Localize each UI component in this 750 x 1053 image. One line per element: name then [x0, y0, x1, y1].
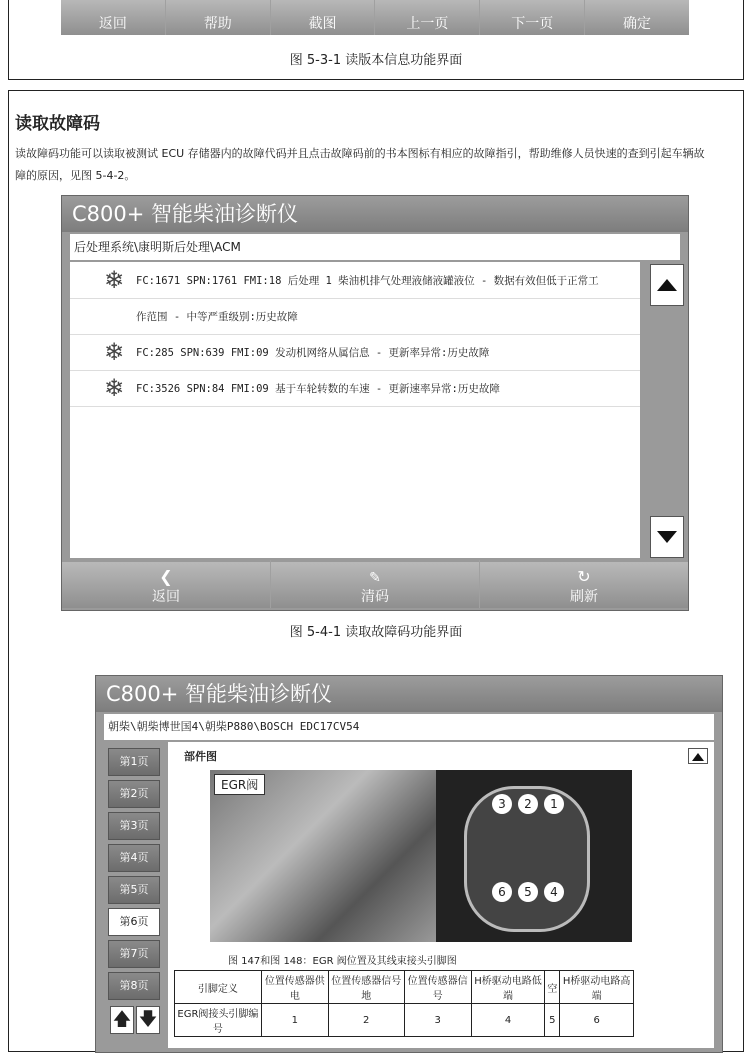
scroll-down-button[interactable] — [650, 516, 684, 558]
section-label: 部件图 — [184, 750, 217, 763]
page-8-button[interactable]: 第8页 — [108, 972, 160, 1000]
main-frame — [8, 90, 744, 1052]
next-page-label: 下一页 — [511, 16, 554, 32]
clear-codes-label: 清码 — [361, 589, 389, 605]
pin-table-cell: 位置传感器信号地 — [328, 971, 404, 1004]
fig1-screenshot-button[interactable] — [271, 0, 376, 35]
breadcrumb: 后处理系统\康明斯后处理\ACM — [70, 234, 680, 260]
confirm-label: 确定 — [623, 16, 652, 32]
chevron-left-icon: ❮ — [159, 567, 173, 586]
fig1-back-button[interactable] — [61, 0, 166, 35]
image-caption: 图 147和图 148：EGR 阀位置及其线束接头引脚图 — [228, 956, 457, 967]
app-title: C800+ 智能柴油诊断仪 — [96, 676, 722, 712]
fig1-caption: 图 5-3-1 读版本信息功能界面 — [289, 53, 463, 68]
egr-label: EGR阀 — [214, 774, 265, 795]
pin-table-cell: 位置传感器供电 — [261, 971, 328, 1004]
triangle-up-icon — [651, 265, 683, 305]
snowflake-icon[interactable]: ❄ — [104, 374, 125, 402]
pin-table-cell: 空 — [545, 971, 560, 1004]
page-1-button[interactable]: 第1页 — [108, 748, 160, 776]
fault-list — [70, 262, 640, 558]
engine-photo — [210, 770, 436, 942]
prev-page-label: 上一页 — [406, 16, 449, 32]
app-title: C800+ 智能柴油诊断仪 — [62, 196, 688, 232]
page-up-button[interactable]: 🡅 — [110, 1006, 134, 1034]
fault-row-text: FC:285 SPN:639 FMI:09 发动机网络从属信息 - 更新率异常:历史故障 — [136, 347, 490, 359]
snowflake-icon[interactable]: ❄ — [104, 338, 125, 366]
pin-table-cell: 位置传感器信号 — [404, 971, 471, 1004]
fault-row[interactable] — [70, 334, 640, 371]
section-body: 读故障码功能可以读取被测试 ECU 存储器内的故障代码并且点击故障码前的书本图标有相应的故障指引，帮助维修人员快速的查到引起车辆故障的原因，见图 5-4-2。 — [15, 147, 705, 182]
pin-table-cell: 4 — [471, 1004, 545, 1037]
fault-row-text: FC:3526 SPN:84 FMI:09 基于车轮转数的车速 - 更新速率异常:历史故障 — [136, 383, 500, 395]
pin-label: 4 — [544, 882, 564, 902]
brush-icon: ✎ — [369, 570, 381, 586]
page-5-button[interactable]: 第5页 — [108, 876, 160, 904]
pin-table-cell: H桥驱动电路低端 — [471, 971, 545, 1004]
page-7-button[interactable]: 第7页 — [108, 940, 160, 968]
screenshot-label: 截图 — [308, 16, 337, 32]
pin-label: 3 — [492, 794, 512, 814]
triangle-up-icon — [689, 750, 707, 764]
pin-table-cell: EGR阀接头引脚编号 — [175, 1004, 262, 1037]
pin-table-cell: 5 — [545, 1004, 560, 1037]
fault-row-continued — [70, 298, 640, 335]
connector-photo — [436, 770, 632, 942]
component-content — [168, 742, 714, 1048]
fig1-help-button[interactable] — [166, 0, 271, 35]
scroll-up-button[interactable] — [650, 264, 684, 306]
pin-table-cell: 1 — [261, 1004, 328, 1037]
fig1-button-bar — [61, 0, 689, 35]
pin-table-cell: 2 — [328, 1004, 404, 1037]
snowflake-icon[interactable]: ❄ — [104, 266, 125, 294]
refresh-label: 刷新 — [570, 589, 598, 605]
breadcrumb: 朝柴\朝柴博世国4\朝柴P880\BOSCH EDC17CV54 — [104, 714, 714, 740]
pin-table-cell: 引脚定义 — [175, 971, 262, 1004]
fig2-caption: 图 5-4-1 读取故障码功能界面 — [289, 625, 463, 640]
pin-table-header-row — [175, 971, 634, 1004]
pin-label: 5 — [518, 882, 538, 902]
fig1-next-page-button[interactable] — [480, 0, 585, 35]
figure-5-3-1-frame — [8, 0, 744, 80]
pin-table — [174, 970, 634, 1037]
page-2-button[interactable]: 第2页 — [108, 780, 160, 808]
pin-table-cell: 6 — [560, 1004, 634, 1037]
pin-table-cell: 3 — [404, 1004, 471, 1037]
refresh-icon: ↻ — [577, 567, 591, 586]
fig2-button-bar — [62, 562, 688, 608]
fault-code-screen — [61, 195, 689, 611]
page-down-button[interactable]: 🡇 — [136, 1006, 160, 1034]
fault-row-text: FC:1671 SPN:1761 FMI:18 后处理 1 柴油机排气处理液储液罐液位 - 数据有效但低于正常工 — [136, 275, 599, 287]
back-label: 返回 — [98, 16, 127, 32]
page-3-button[interactable]: 第3页 — [108, 812, 160, 840]
fig1-confirm-button[interactable] — [585, 0, 689, 35]
clear-codes-button[interactable] — [271, 560, 480, 608]
back-label: 返回 — [152, 589, 180, 605]
fault-row[interactable] — [70, 262, 640, 299]
refresh-button[interactable] — [480, 560, 688, 608]
fig1-prev-page-button[interactable] — [375, 0, 480, 35]
pin-table-cell: H桥驱动电路高端 — [560, 971, 634, 1004]
back-button[interactable] — [62, 560, 271, 608]
section-title: 读取故障码 — [15, 114, 100, 134]
pin-table-row — [175, 1004, 634, 1037]
scroll-up-button[interactable] — [688, 748, 708, 764]
component-screen — [95, 675, 723, 1053]
pin-label: 1 — [544, 794, 564, 814]
pin-label: 2 — [518, 794, 538, 814]
page-6-button[interactable]: 第6页 — [108, 908, 160, 936]
triangle-down-icon — [651, 517, 683, 557]
fault-row[interactable] — [70, 370, 640, 407]
pin-label: 6 — [492, 882, 512, 902]
page-4-button[interactable]: 第4页 — [108, 844, 160, 872]
help-label: 帮助 — [203, 16, 232, 32]
fault-row-text: 作范围 - 中等严重级别:历史故障 — [136, 311, 298, 323]
